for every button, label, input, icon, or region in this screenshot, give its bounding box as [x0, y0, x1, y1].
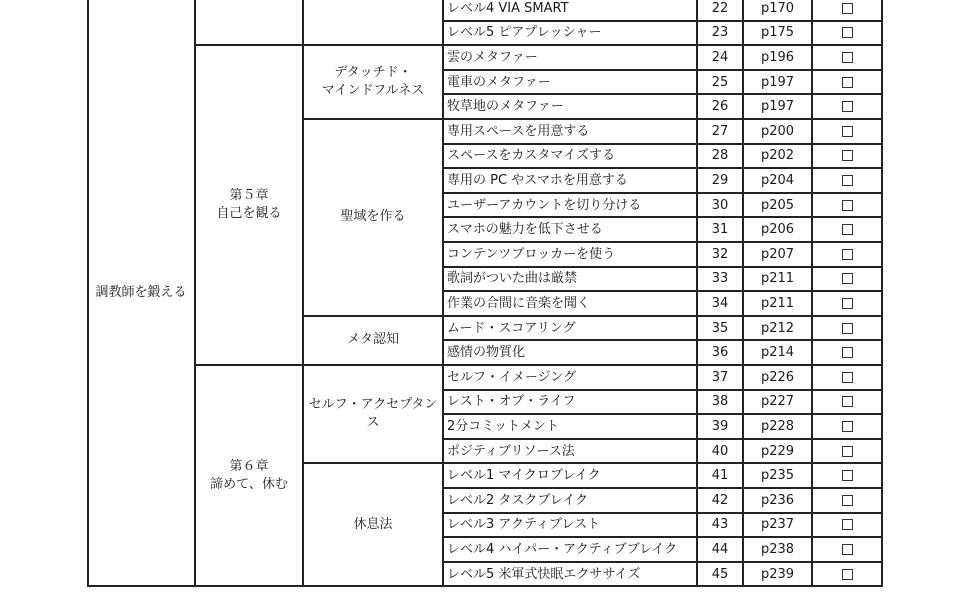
checkbox-cell — [813, 317, 881, 340]
checkbox[interactable] — [842, 249, 853, 260]
checkbox-cell — [813, 218, 881, 241]
category-cell — [88, 0, 194, 586]
checkbox[interactable] — [842, 421, 853, 432]
task-number: 23 — [711, 25, 729, 41]
page-ref: p212 — [760, 320, 795, 336]
task-name: レベル5 ピアプレッシャー — [447, 25, 602, 41]
task-name: 雲のメタファー — [447, 49, 538, 65]
task-number: 28 — [711, 148, 729, 164]
section-label-line: デタッチド・ — [334, 65, 412, 81]
task-number: 40 — [711, 443, 729, 459]
section-label — [304, 46, 442, 118]
task-number: 36 — [711, 345, 729, 361]
section-label-line: セルフ・アクセプタンス — [308, 397, 438, 431]
checkbox[interactable] — [842, 396, 853, 407]
page-ref: p204 — [760, 172, 795, 188]
page-ref: p196 — [760, 49, 795, 65]
task-number: 35 — [711, 320, 729, 336]
checkbox[interactable] — [842, 77, 853, 88]
checkbox-cell — [813, 514, 881, 537]
task-number: 30 — [711, 197, 729, 213]
checkbox[interactable] — [842, 27, 853, 38]
checkbox-cell — [813, 268, 881, 291]
task-number: 24 — [711, 49, 729, 65]
task-number: 44 — [711, 541, 729, 557]
checkbox[interactable] — [842, 52, 853, 63]
checkbox[interactable] — [842, 101, 853, 112]
task-name: 歌詞がついた曲は厳禁 — [447, 271, 578, 287]
task-name: 専用の PC やスマホを用意する — [447, 172, 628, 188]
checkbox-cell — [813, 194, 881, 217]
checkbox[interactable] — [842, 519, 853, 530]
task-name: スマホの魅力を低下させる — [447, 222, 603, 238]
task-number: 29 — [711, 172, 729, 188]
checkbox-cell — [813, 243, 881, 266]
checkbox-cell — [813, 538, 881, 561]
page-ref: p227 — [760, 394, 795, 410]
checkbox[interactable] — [842, 372, 853, 383]
task-number: 33 — [711, 271, 729, 287]
checkbox-cell — [813, 489, 881, 512]
checkbox[interactable] — [842, 126, 853, 137]
task-number: 37 — [711, 369, 729, 385]
task-number: 27 — [711, 123, 729, 139]
task-name: 2分コミットメント — [447, 418, 559, 434]
chapter-label-line: 第５章 — [229, 188, 269, 204]
page-ref: p226 — [760, 369, 795, 385]
section-label-line: メタ認知 — [346, 332, 399, 348]
task-name: レベル2 タスクブレイク — [447, 492, 588, 508]
category-label: 調教師を鍛える — [95, 285, 187, 300]
checkbox-cell — [813, 292, 881, 315]
chapter-label-line: 諦めて、休む — [210, 476, 288, 492]
page-ref: p207 — [760, 246, 795, 262]
chapter-label-line: 第６章 — [229, 458, 269, 474]
checkbox[interactable] — [842, 150, 853, 161]
checkbox[interactable] — [842, 470, 853, 481]
task-number: 25 — [711, 74, 729, 90]
checkbox[interactable] — [842, 298, 853, 309]
checkbox-cell — [813, 391, 881, 414]
task-name: コンテンツブロッカーを使う — [447, 246, 616, 262]
task-number: 41 — [711, 468, 729, 484]
task-number: 31 — [711, 222, 729, 238]
checkbox[interactable] — [842, 495, 853, 506]
task-number: 34 — [711, 295, 729, 311]
page-ref: p206 — [760, 222, 795, 238]
chapter-label — [196, 46, 302, 364]
task-name: セルフ・イメージング — [447, 369, 577, 385]
task-name: 牧草地のメタファー — [447, 99, 564, 115]
task-name: 専用スペースを用意する — [447, 123, 590, 139]
checkbox-cell — [813, 95, 881, 118]
task-name: 電車のメタファー — [447, 74, 551, 90]
task-number: 42 — [711, 492, 729, 508]
checkbox[interactable] — [842, 347, 853, 358]
page-ref: p170 — [760, 0, 795, 16]
section-label — [304, 366, 442, 462]
page-ref: p237 — [760, 517, 795, 533]
task-number: 43 — [711, 517, 729, 533]
chapter-label — [196, 366, 302, 585]
section-label — [304, 464, 442, 585]
page-ref: p211 — [760, 271, 795, 287]
checkbox-cell — [813, 120, 881, 143]
grid-line — [881, 0, 883, 587]
checkbox[interactable] — [842, 446, 853, 457]
checkbox-cell — [813, 46, 881, 69]
checkbox[interactable] — [842, 273, 853, 284]
section-label — [304, 120, 442, 315]
checkbox[interactable] — [842, 544, 853, 555]
checkbox[interactable] — [842, 569, 853, 580]
task-name: レベル1 マイクロブレイク — [447, 468, 601, 484]
page-ref: p235 — [760, 468, 795, 484]
task-name: ポジティブリソース法 — [447, 443, 575, 459]
task-name: レベル4 VIA SMART — [447, 0, 569, 16]
task-name: ユーザーアカウントを切り分ける — [447, 197, 642, 213]
checkbox-cell — [813, 0, 881, 20]
section-label-line: 休息法 — [353, 516, 393, 532]
checkbox-cell — [813, 145, 881, 168]
task-name: 感情の物質化 — [447, 345, 526, 361]
checkbox[interactable] — [842, 200, 853, 211]
task-name: 作業の合間に音楽を聞く — [447, 295, 591, 311]
task-name: レベル3 アクティブレスト — [447, 517, 601, 533]
page-ref: p238 — [760, 541, 795, 557]
page-ref: p175 — [760, 25, 795, 41]
task-number: 39 — [711, 418, 729, 434]
section-label — [304, 317, 442, 364]
page-ref: p200 — [760, 123, 795, 139]
task-name: レベル5 米軍式快眠エクササイズ — [447, 566, 641, 582]
page-ref: p197 — [760, 74, 795, 90]
checkbox-cell — [813, 464, 881, 487]
checkbox[interactable] — [842, 175, 853, 186]
page-ref: p205 — [760, 197, 795, 213]
section-label-line: 聖域を作る — [340, 209, 406, 225]
checkbox-cell — [813, 440, 881, 463]
page-ref: p202 — [760, 148, 795, 164]
checkbox-cell — [813, 341, 881, 364]
chapter-label-line: 自己を観る — [216, 206, 282, 222]
checkbox-cell — [813, 22, 881, 45]
page-ref: p211 — [760, 295, 795, 311]
task-number: 22 — [711, 0, 729, 16]
task-number: 32 — [711, 246, 729, 262]
checkbox[interactable] — [842, 224, 853, 235]
grid-line — [87, 0, 89, 587]
page-ref: p229 — [760, 443, 795, 459]
checkbox-cell — [813, 71, 881, 94]
page-ref: p228 — [760, 418, 795, 434]
checkbox-cell — [813, 415, 881, 438]
page-ref: p214 — [760, 345, 795, 361]
page-ref: p239 — [760, 566, 795, 582]
checkbox[interactable] — [842, 323, 853, 334]
checkbox[interactable] — [842, 3, 853, 14]
task-name: レベル4 ハイパー・アクティブブレイク — [447, 541, 678, 557]
checkbox-cell — [813, 563, 881, 586]
task-number: 45 — [711, 566, 729, 582]
section-label-line: マインドフルネス — [321, 83, 425, 99]
checkbox-cell — [813, 366, 881, 389]
task-number: 26 — [711, 99, 729, 115]
task-number: 38 — [711, 394, 729, 410]
task-name: ムード・スコアリング — [447, 320, 576, 336]
task-name: レスト・オブ・ライフ — [447, 394, 576, 410]
page-ref: p197 — [760, 99, 795, 115]
task-name: スペースをカスタマイズする — [447, 148, 615, 164]
page-ref: p236 — [760, 492, 795, 508]
checkbox-cell — [813, 169, 881, 192]
